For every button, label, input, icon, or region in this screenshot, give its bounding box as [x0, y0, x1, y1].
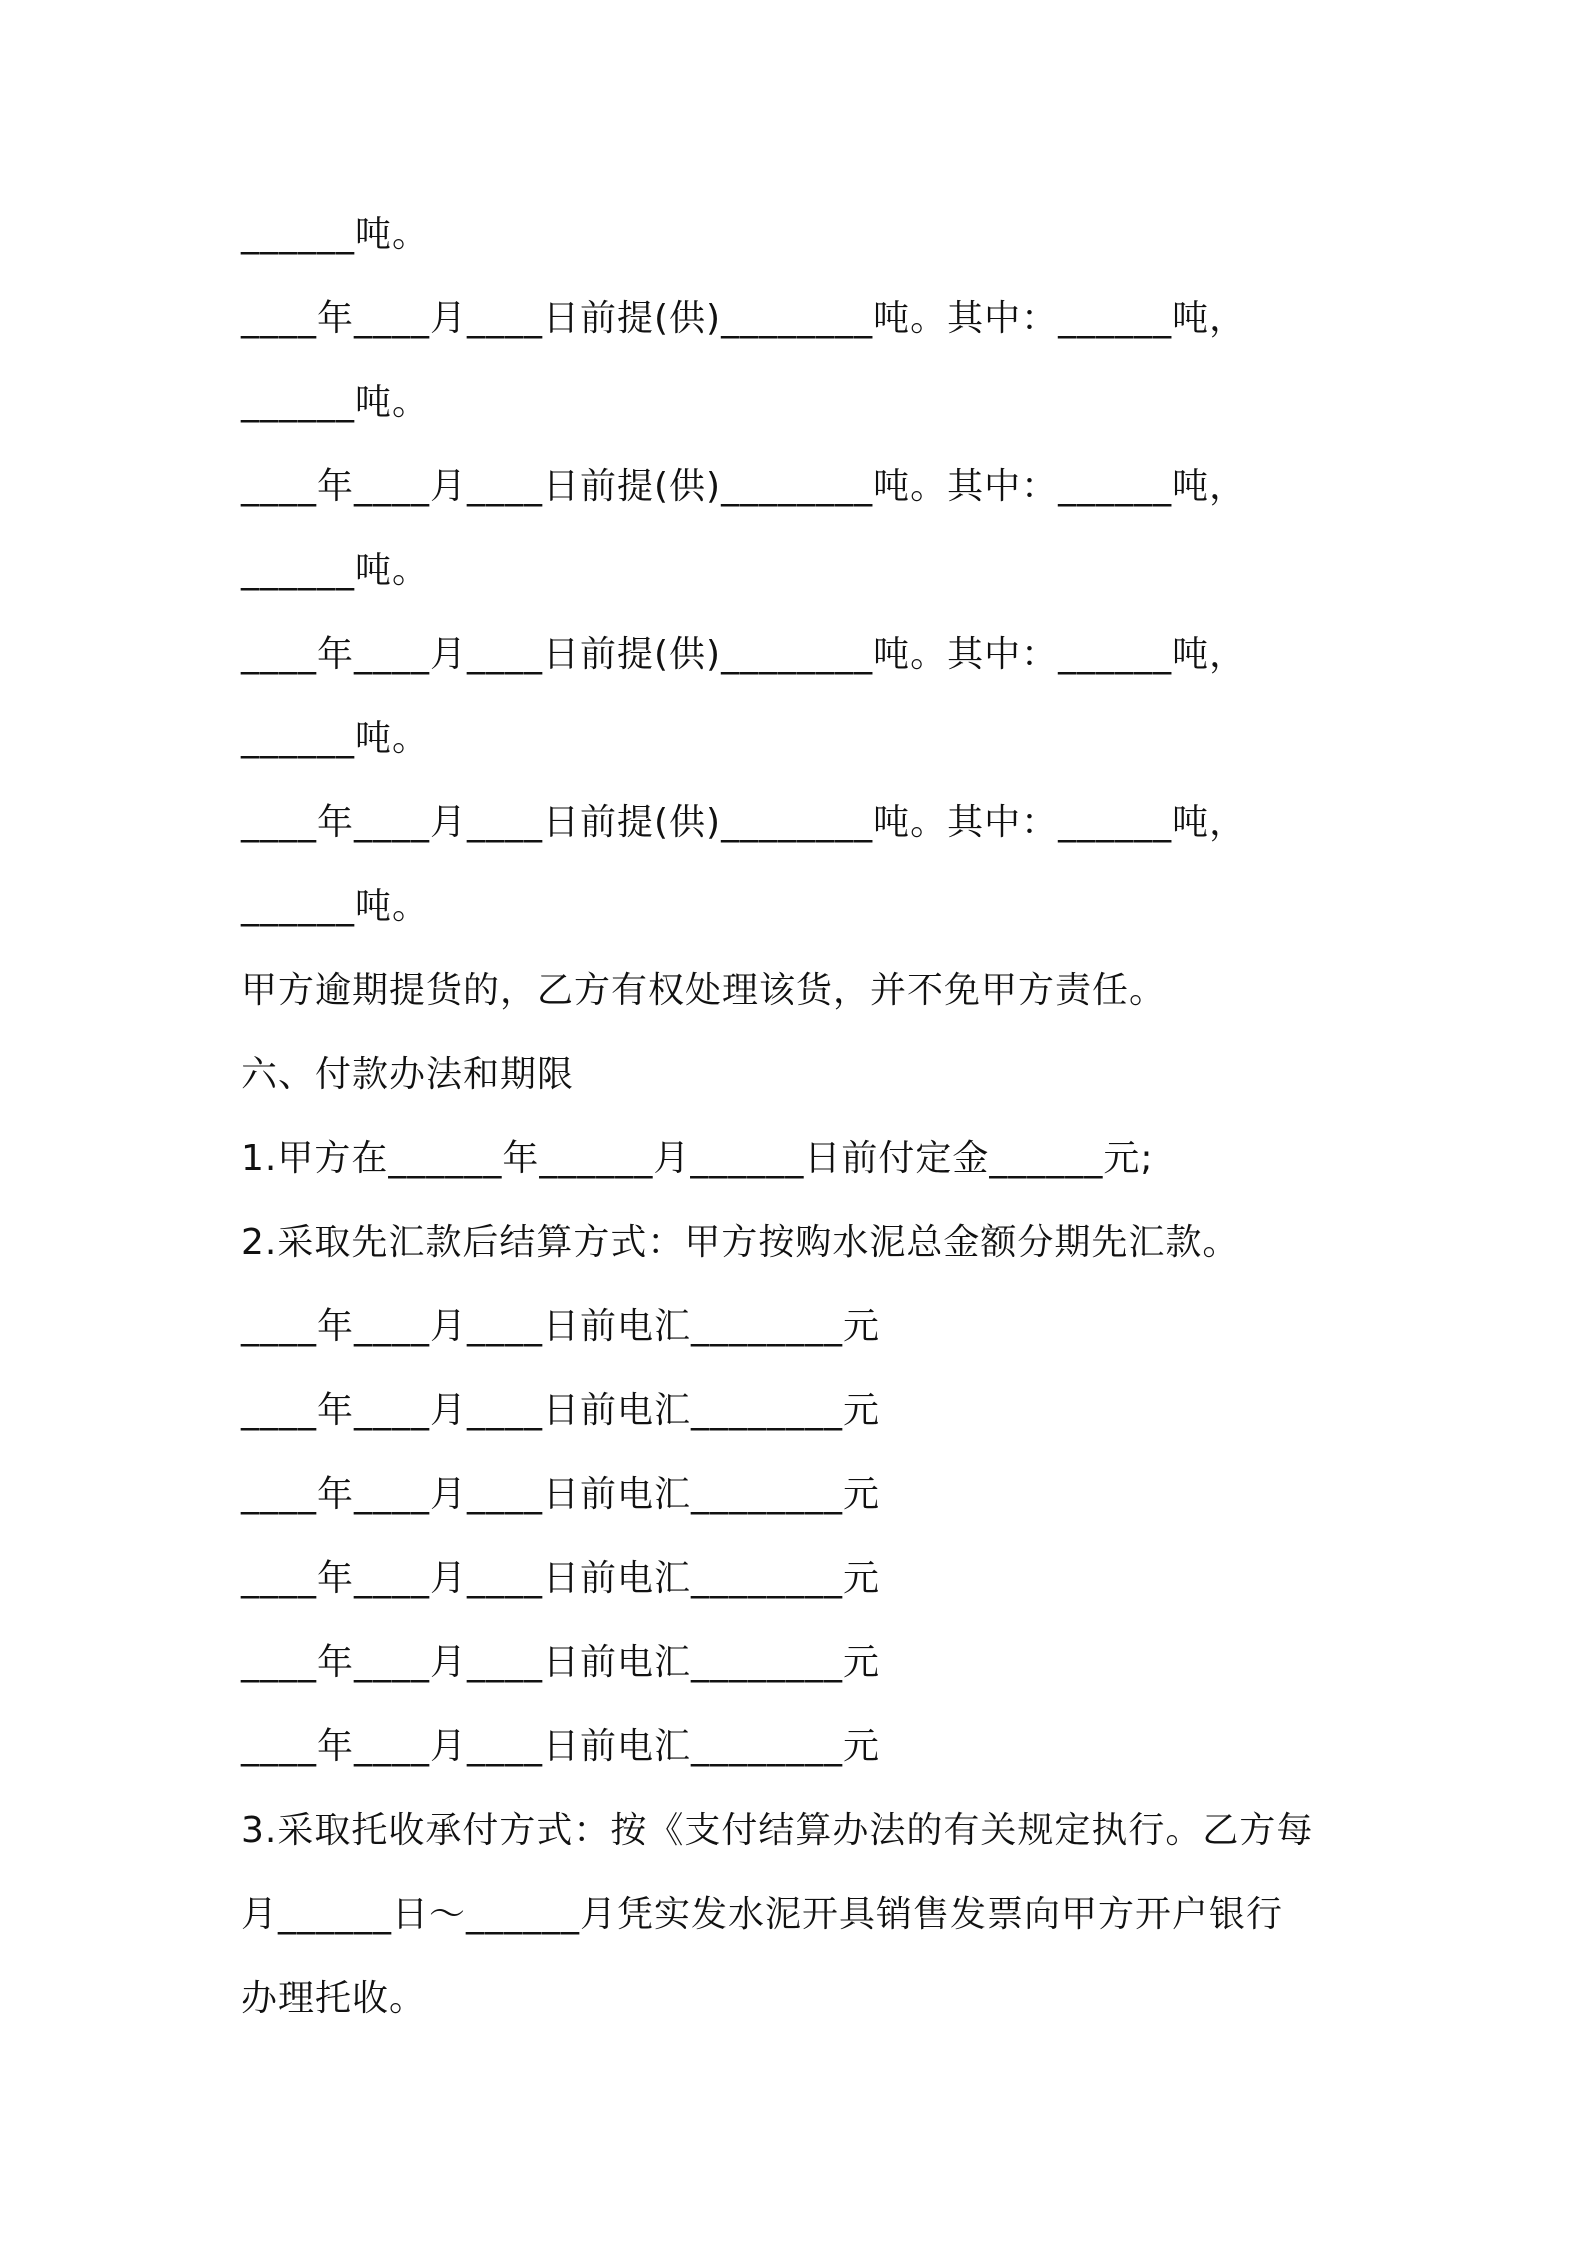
text-line: ____年____月____日前电汇________元	[241, 1474, 881, 1515]
text-line: ______吨。	[241, 382, 430, 423]
text-line: 3.采取托收承付方式：按《支付结算办法的有关规定执行。乙方每	[241, 1810, 1314, 1851]
text-line: ______吨。	[241, 718, 430, 759]
text-line: ____年____月____日前提(供)________吨。其中：______吨，	[241, 466, 1247, 507]
text-line: ____年____月____日前提(供)________吨。其中：______吨，	[241, 298, 1247, 339]
text-line: ____年____月____日前电汇________元	[241, 1390, 881, 1431]
section-heading: 六、付款办法和期限	[241, 1054, 575, 1095]
text-line: ______吨。	[241, 214, 430, 255]
text-line: 办理托收。	[241, 1978, 427, 2019]
text-line: ____年____月____日前电汇________元	[241, 1558, 881, 1599]
text-line: ______吨。	[241, 550, 430, 591]
text-line: ____年____月____日前电汇________元	[241, 1726, 881, 1767]
text-line: ____年____月____日前提(供)________吨。其中：______吨，	[241, 802, 1247, 843]
text-line: 1.甲方在______年______月______日前付定金______元;	[241, 1138, 1154, 1179]
text-line: 月______日～______月凭实发水泥开具销售发票向甲方开户银行	[241, 1894, 1284, 1935]
text-line: 2.采取先汇款后结算方式：甲方按购水泥总金额分期先汇款。	[241, 1222, 1240, 1263]
text-line: ______吨。	[241, 886, 430, 927]
text-line: ____年____月____日前提(供)________吨。其中：______吨，	[241, 634, 1247, 675]
text-line: 甲方逾期提货的，乙方有权处理该货，并不免甲方责任。	[241, 970, 1167, 1011]
text-line: ____年____月____日前电汇________元	[241, 1306, 881, 1347]
contract-body	[241, 193, 1361, 2041]
text-line: ____年____月____日前电汇________元	[241, 1642, 881, 1683]
